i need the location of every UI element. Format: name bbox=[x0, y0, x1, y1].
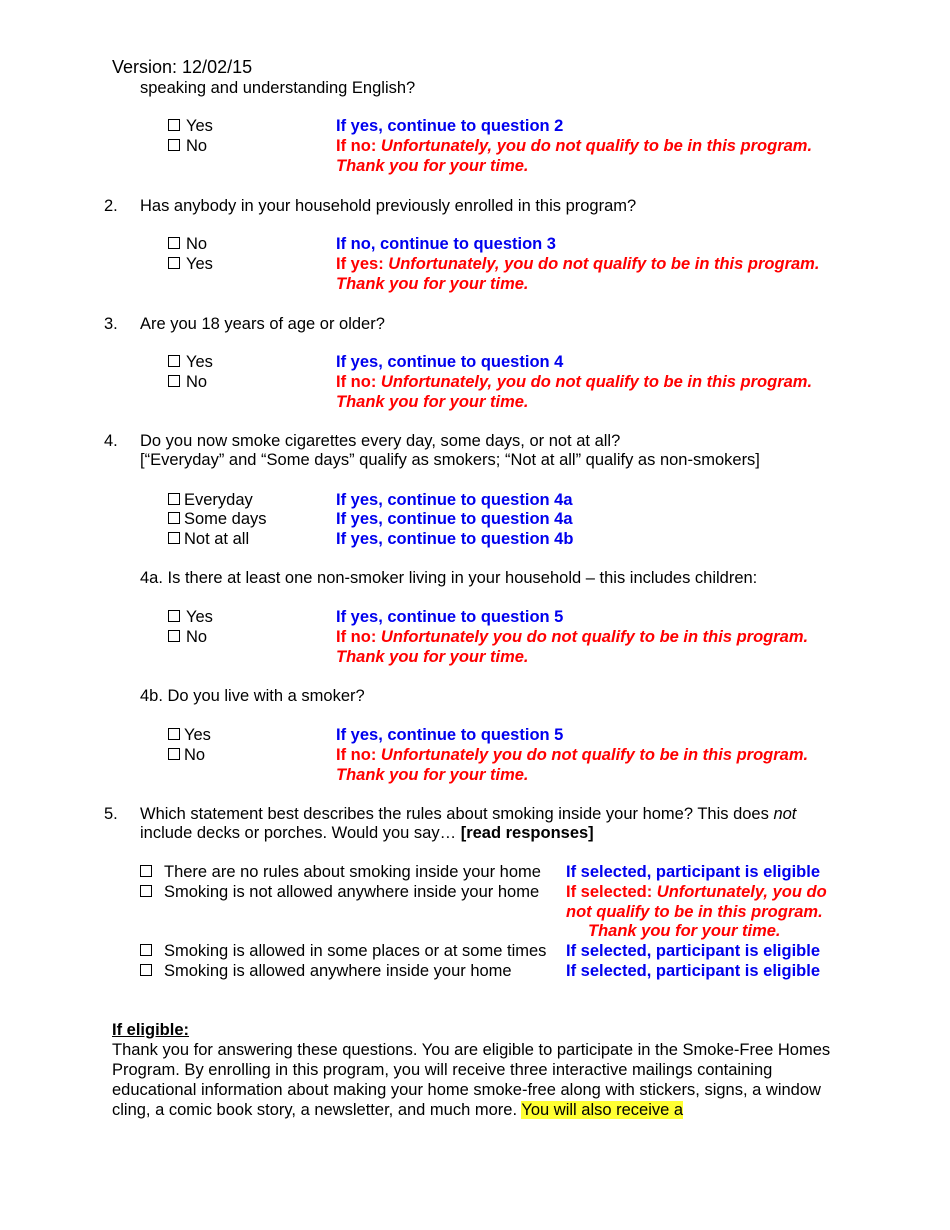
option-label: No bbox=[186, 137, 208, 155]
q5-outcome-no-rules: If selected, participant is eligible bbox=[566, 863, 820, 881]
option-label: Yes bbox=[184, 726, 211, 744]
checkbox[interactable] bbox=[168, 512, 180, 524]
checkbox[interactable] bbox=[168, 139, 180, 151]
option-label: Not at all bbox=[184, 530, 250, 548]
q5-outcome-not-allowed bbox=[566, 882, 827, 902]
q2-outcome-yes bbox=[336, 254, 819, 274]
q3-option-no[interactable] bbox=[168, 372, 207, 392]
q4-option-everyday[interactable] bbox=[168, 490, 253, 510]
option-label: Smoking is not allowed anywhere inside your home bbox=[164, 883, 540, 901]
option-label: There are no rules about smoking inside your home bbox=[164, 863, 541, 881]
checkbox[interactable] bbox=[140, 944, 152, 956]
q4-number: 4. bbox=[104, 432, 118, 450]
q4-outcome-everyday: If yes, continue to question 4a bbox=[336, 491, 573, 509]
outcome-prefix: If no: bbox=[336, 373, 377, 391]
q1-text-continuation: speaking and understanding English? bbox=[140, 79, 416, 97]
q3-number: 3. bbox=[104, 315, 118, 333]
q5-option-no-rules[interactable] bbox=[140, 862, 541, 882]
q4a-option-no[interactable] bbox=[168, 627, 207, 647]
q4a-text: 4a. Is there at least one non-smoker living in your household – this includes children: bbox=[140, 569, 758, 587]
checkbox[interactable] bbox=[168, 237, 180, 249]
q5-outcome-some-places: If selected, participant is eligible bbox=[566, 942, 820, 960]
checkbox[interactable] bbox=[140, 865, 152, 877]
q2-option-no[interactable] bbox=[168, 234, 207, 254]
checkbox[interactable] bbox=[168, 728, 180, 740]
q3-outcome-yes: If yes, continue to question 4 bbox=[336, 353, 564, 371]
checkbox[interactable] bbox=[168, 375, 180, 387]
q5-outcome-not-allowed-thanks: Thank you for your time. bbox=[588, 922, 781, 940]
outcome-text: Unfortunately, you do bbox=[656, 883, 827, 901]
outcome-text: Unfortunately you do not qualify to be in this program. bbox=[380, 746, 809, 764]
q5-text-a: Which statement best describes the rules about smoking inside your home? This does bbox=[140, 805, 769, 823]
q4-note: [“Everyday” and “Some days” qualify as smokers; “Not at all” qualify as non-smokers] bbox=[140, 451, 760, 469]
outcome-text: Unfortunately, you do not qualify to be in this program. bbox=[388, 255, 820, 273]
checkbox[interactable] bbox=[140, 964, 152, 976]
outcome-text: Unfortunately, you do not qualify to be in this program. bbox=[380, 137, 813, 155]
read-responses-instruction: [read responses] bbox=[460, 824, 594, 842]
q4b-option-yes[interactable] bbox=[168, 725, 211, 745]
q5-text-line1 bbox=[140, 804, 796, 824]
q5-outcome-anywhere: If selected, participant is eligible bbox=[566, 962, 820, 980]
q4b-outcome-no bbox=[336, 745, 808, 765]
q4-option-some-days[interactable] bbox=[168, 509, 267, 529]
eligible-body-text: Thank you for answering these questions. You are eligible to participate in the Smoke-Free Homes Program. By enrolling in this program, you will receive three interactive mailings containing educational information about making your home smoke-free along with stickers, signs, a window cling, a comic book story, a newsletter, and much more. bbox=[112, 1041, 831, 1119]
q1-outcome-yes: If yes, continue to question 2 bbox=[336, 117, 564, 135]
q3-outcome-no bbox=[336, 372, 812, 392]
option-label: No bbox=[186, 628, 208, 646]
q4a-option-yes[interactable] bbox=[168, 607, 213, 627]
q2-number: 2. bbox=[104, 197, 118, 215]
q2-option-yes[interactable] bbox=[168, 254, 213, 274]
version-label: Version: 12/02/15 bbox=[112, 57, 253, 77]
q5-text-not: not bbox=[773, 805, 797, 823]
q5-option-anywhere[interactable] bbox=[140, 961, 512, 981]
checkbox[interactable] bbox=[168, 493, 180, 505]
checkbox[interactable] bbox=[168, 119, 180, 131]
outcome-prefix: If yes: bbox=[336, 255, 384, 273]
option-label: Yes bbox=[186, 255, 213, 273]
q5-text-line2 bbox=[140, 823, 594, 843]
option-label: No bbox=[186, 373, 208, 391]
option-label: No bbox=[184, 746, 206, 764]
checkbox[interactable] bbox=[168, 532, 180, 544]
q2-text: Has anybody in your household previously enrolled in this program? bbox=[140, 197, 637, 215]
option-label: Yes bbox=[186, 353, 213, 371]
option-label: Smoking is allowed in some places or at some times bbox=[164, 942, 547, 960]
q2-outcome-no: If no, continue to question 3 bbox=[336, 235, 556, 253]
q5-number: 5. bbox=[104, 805, 118, 823]
option-label: Smoking is allowed anywhere inside your home bbox=[164, 962, 512, 980]
eligible-highlight: You will also receive a bbox=[521, 1101, 684, 1119]
checkbox[interactable] bbox=[168, 610, 180, 622]
outcome-prefix: If no: bbox=[336, 137, 377, 155]
eligible-body bbox=[112, 1040, 842, 1120]
outcome-text: Unfortunately, you do not qualify to be in this program. bbox=[380, 373, 813, 391]
q3-option-yes[interactable] bbox=[168, 352, 213, 372]
q1-outcome-no bbox=[336, 136, 812, 156]
q3-thanks: Thank you for your time. bbox=[336, 393, 529, 411]
q4-text: Do you now smoke cigarettes every day, some days, or not at all? bbox=[140, 432, 621, 450]
q5-option-some-places[interactable] bbox=[140, 941, 546, 961]
checkbox[interactable] bbox=[168, 355, 180, 367]
q4b-option-no[interactable] bbox=[168, 745, 205, 765]
option-label: Everyday bbox=[184, 491, 253, 509]
q4-outcome-not-at-all: If yes, continue to question 4b bbox=[336, 530, 574, 548]
option-label: Yes bbox=[186, 608, 213, 626]
q5-text-b: include decks or porches. Would you say… bbox=[140, 824, 457, 842]
q5-option-not-allowed[interactable] bbox=[140, 882, 539, 902]
q5-outcome-not-allowed-line2: not qualify to be in this program. bbox=[566, 903, 823, 921]
q2-thanks: Thank you for your time. bbox=[336, 275, 529, 293]
q4a-outcome-yes: If yes, continue to question 5 bbox=[336, 608, 564, 626]
option-label: Yes bbox=[186, 117, 213, 135]
eligible-heading: If eligible: bbox=[112, 1021, 190, 1039]
outcome-prefix: If selected: bbox=[566, 883, 653, 901]
q4-option-not-at-all[interactable] bbox=[168, 529, 249, 549]
q1-thanks: Thank you for your time. bbox=[336, 157, 529, 175]
q4a-outcome-no bbox=[336, 627, 808, 647]
checkbox[interactable] bbox=[168, 748, 180, 760]
checkbox[interactable] bbox=[168, 630, 180, 642]
q4-outcome-some-days: If yes, continue to question 4a bbox=[336, 510, 573, 528]
checkbox[interactable] bbox=[140, 885, 152, 897]
outcome-prefix: If no: bbox=[336, 628, 377, 646]
q4b-thanks: Thank you for your time. bbox=[336, 766, 529, 784]
option-label: Some days bbox=[184, 510, 267, 528]
q4b-outcome-yes: If yes, continue to question 5 bbox=[336, 726, 564, 744]
q1-option-yes[interactable] bbox=[168, 116, 213, 136]
q3-text: Are you 18 years of age or older? bbox=[140, 315, 385, 333]
q1-option-no[interactable] bbox=[168, 136, 207, 156]
outcome-text: Unfortunately you do not qualify to be in this program. bbox=[380, 628, 809, 646]
checkbox[interactable] bbox=[168, 257, 180, 269]
q4b-text: 4b. Do you live with a smoker? bbox=[140, 687, 365, 705]
option-label: No bbox=[186, 235, 208, 253]
q4a-thanks: Thank you for your time. bbox=[336, 648, 529, 666]
outcome-prefix: If no: bbox=[336, 746, 377, 764]
